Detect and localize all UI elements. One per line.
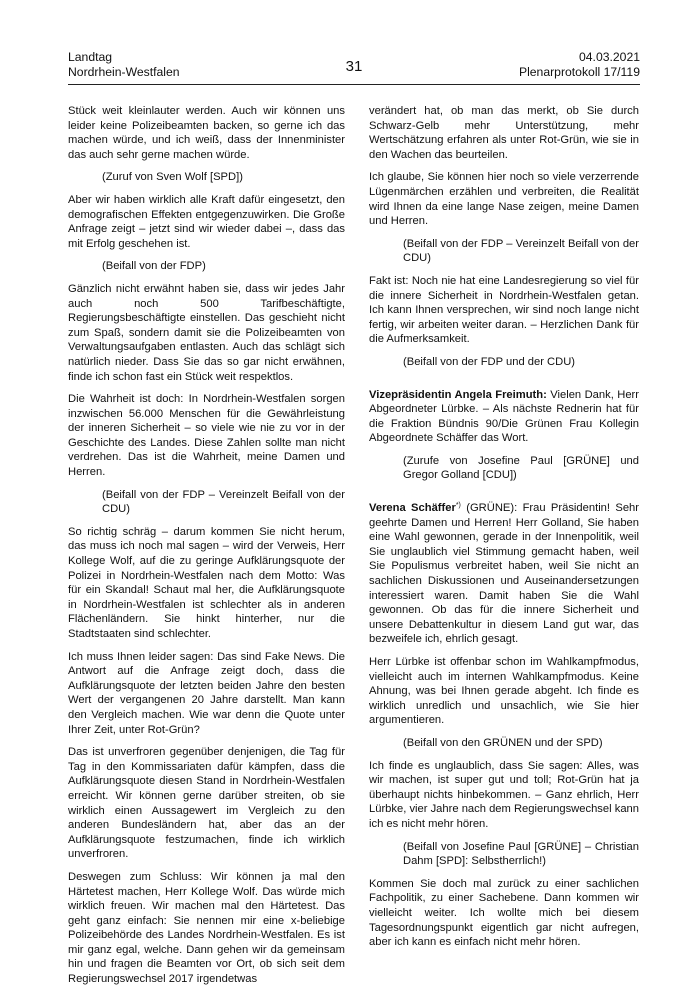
spacer	[369, 491, 639, 501]
paragraph: Herr Lürbke ist offenbar schon im Wahlkampfmodus, vielleicht auch im internen Wahlkampfmodus. Keine Ahnung, was bei Ihnen gerade abgeht. Ich finde es wirklich unredlich und unsachlich, wie Sie hier argumentieren.	[369, 656, 639, 727]
paragraph: Ich glaube, Sie können hier noch so viele verzerrende Lügenmärchen erzählen und verbreiten, die Realität wird Ihnen da eine lange Nase zeigen, meine Damen und Herren.	[369, 171, 639, 228]
paragraph: Das ist unverfroren gegenüber denjenigen, die Tag für Tag in den Kommissariaten dafür kämpfen, dass die Aufklärungsquote diesen Stand in Nordrhein-Westfalen erreicht. Wir können gerne darüber streiten, ob sie wirklich einen Aussagewert im Vergleich zu den anderen Bundesländern hat, aber das an der Aufklärungsquote festzumachen, finde ich wirklich unverfroren.	[68, 746, 345, 861]
paragraph: Aber wir haben wirklich alle Kraft dafür eingesetzt, den demografischen Effekten entgegenzuwirken. Die Große Anfrage zeigt – jetzt sind wir wieder dabei –, dass das mit Erfolg geschehen ist.	[68, 193, 345, 250]
speech-text: Vielen Dank, Herr Abgeordneter Lürbke. – Als nächste Rednerin hat für die Fraktion Bündnis 90/Die Grünen Frau Kollegin Abgeordnete Schäffer das Wort.	[369, 388, 640, 445]
header-right	[519, 50, 640, 80]
protocol-number: Plenarprotokoll 17/119	[518, 65, 640, 79]
interjection: (Beifall von der FDP)	[102, 260, 206, 273]
speaker-paragraph	[369, 501, 639, 647]
paragraph: Ich muss Ihnen leider sagen: Das sind Fake News. Die Antwort auf die Anfrage zeigt doch, dass die Aufklärungsquote der letzten beiden Jahre den besten Wert der vergangenen 20 Jahre darstellt. Man kann den Vergleich machen. Wie war denn die Quote unter Ihrer Zeit, unter Rot-Grün?	[68, 650, 345, 736]
paragraph: So richtig schräg – darum kommen Sie nicht herum, das muss ich noch mal sagen – wird der Verweis, Herr Kollege Wolf, auf die zu geringe Aufklärungsquote der Polizei in Nordrhein-Westfalen nach dem Motto: Was für ein Skandal! Schaut mal her, die Aufklärungsquote in Nordrhein-Westfalen ist schlechter als in anderen Flächenländern. Sie hinkt hinterher, nur die Stadtstaaten sind schlechter.	[68, 525, 345, 640]
speaker-paragraph	[369, 388, 639, 446]
paragraph: Gänzlich nicht erwähnt haben sie, dass wir jedes Jahr auch noch 500 Tarifbeschäftigte, Regierungsbeschäftigte einstellen. Das geschieht nicht zum Spaß, sondern damit sie die Polizeibeamten von Verwaltungsaufgaben entlasten. Auch das schlägt sich natürlich nieder. Dass Sie das so gar nicht erwähnen, finde ich schon fast ein Stück weit respektlos.	[68, 282, 345, 383]
interjection: (Beifall von der FDP – Vereinzelt Beifall von der CDU)	[403, 237, 639, 265]
header-divider	[68, 84, 640, 85]
right-column	[369, 104, 639, 958]
interjection: (Zurufe von Josefine Paul [GRÜNE] und Gregor Golland [CDU])	[403, 454, 639, 482]
interjection: (Zuruf von Sven Wolf [SPD])	[102, 171, 243, 184]
speaker-name: Vizepräsidentin Angela Freimuth:	[369, 388, 547, 401]
paragraph: Kommen Sie doch mal zurück zu einer sachlichen Fachpolitik, zu einer Sachebene. Dann kommen wir vielleicht weiter. Ich wollte mich bei diesem Tagesordnungspunkt eigentlich gar nicht aufregen, aber ich kann es einfach nicht mehr hören.	[369, 877, 639, 949]
paragraph: Ich finde es unglaublich, dass Sie sagen: Alles, was wir machen, ist super gut und toll; Rot-Grün hat ja überhaupt nichts hinbekommen. – Ganz ehrlich, Herr Lürbke, vier Jahre nach dem Regierungswechsel kann ich es nicht mehr hören.	[369, 759, 639, 830]
paragraph: verändert hat, ob man das merkt, ob Sie durch Schwarz-Gelb mehr Unterstützung, mehr Wertschätzung erfahren als unter Rot-Grün, wie sie in den Wachen das beurteilen.	[369, 105, 639, 161]
paragraph: Fakt ist: Noch nie hat eine Landesregierung so viel für die innere Sicherheit in Nordrhein-Westfalen getan. Ich kann Ihnen versprechen, wir sind noch lange nicht fertig, wir arbeiten weiter daran. – Herzlichen Dank für die Aufmerksamkeit.	[369, 274, 639, 346]
interjection: (Beifall von der FDP und der CDU)	[403, 355, 576, 368]
paragraph: Die Wahrheit ist doch: In Nordrhein-Westfalen sorgen inzwischen 56.000 Menschen für die Gewährleistung der inneren Sicherheit – so viele wie nie zu vor in der Geschichte des Landes. Diese Zahlen sollte man nicht verdrehen. Das ist die Wahrheit, meine Damen und Herren.	[68, 393, 345, 479]
paragraph: Deswegen zum Schluss: Wir können ja mal den Härtetest machen, Herr Kollege Wolf. Das würde mich wirklich freuen. Wir machen mal den Härtetest. Das geht ganz einfach: Sie nennen mir eine x-beliebige Polizeibehörde des Landes Nordrhein-Westfalen. Es ist mir ganz egal, welche. Dann gehen wir da gemeinsam hin und fragen die Beamten vor Ort, ob sich seit dem Regierungswechsel 2017 irgendetwas	[68, 870, 345, 986]
speech-text: (GRÜNE): Frau Präsidentin! Sehr geehrte Damen und Herren! Herr Golland, Sie haben eine Wahl gewonnen, gerade in der Innenpolitik, weil Sie unglaublich viel Stimmung gemacht haben, weil Sie Populismus verbreitet haben, weil Sie nicht an sachlichen Diskussionen und Auseinandersetzungen interessiert waren. Damit haben Sie die Wahl gewonnen. Ob das für die innere Sicherheit und unsere Debattenkultur in diesem Land gut war, das bezweifele ich, ehrlich gesagt.	[369, 502, 639, 646]
spacer	[369, 378, 639, 388]
parliament-name: Landtag	[68, 50, 113, 64]
interjection: (Beifall von Josefine Paul [GRÜNE] – Christian Dahm [SPD]: Selbstherrlich!)	[403, 840, 639, 868]
left-column	[68, 104, 345, 995]
speaker-name: Verena Schäffer	[369, 502, 456, 515]
session-date: 04.03.2021	[579, 50, 640, 64]
interjection: (Beifall von der FDP – Vereinzelt Beifall von der CDU)	[102, 488, 345, 516]
state-name: Nordrhein-Westfalen	[68, 65, 180, 79]
paragraph: Stück weit kleinlauter werden. Auch wir können uns leider keine Polizeibeamten backen, so gerne ich das machen würde, und ich weiß, dass der Innenminister das auch sehr gerne machen würde.	[68, 105, 345, 161]
footnote-mark: *)	[455, 502, 461, 510]
interjection: (Beifall von den GRÜNEN und der SPD)	[403, 736, 603, 749]
page-number: 31	[345, 58, 363, 75]
